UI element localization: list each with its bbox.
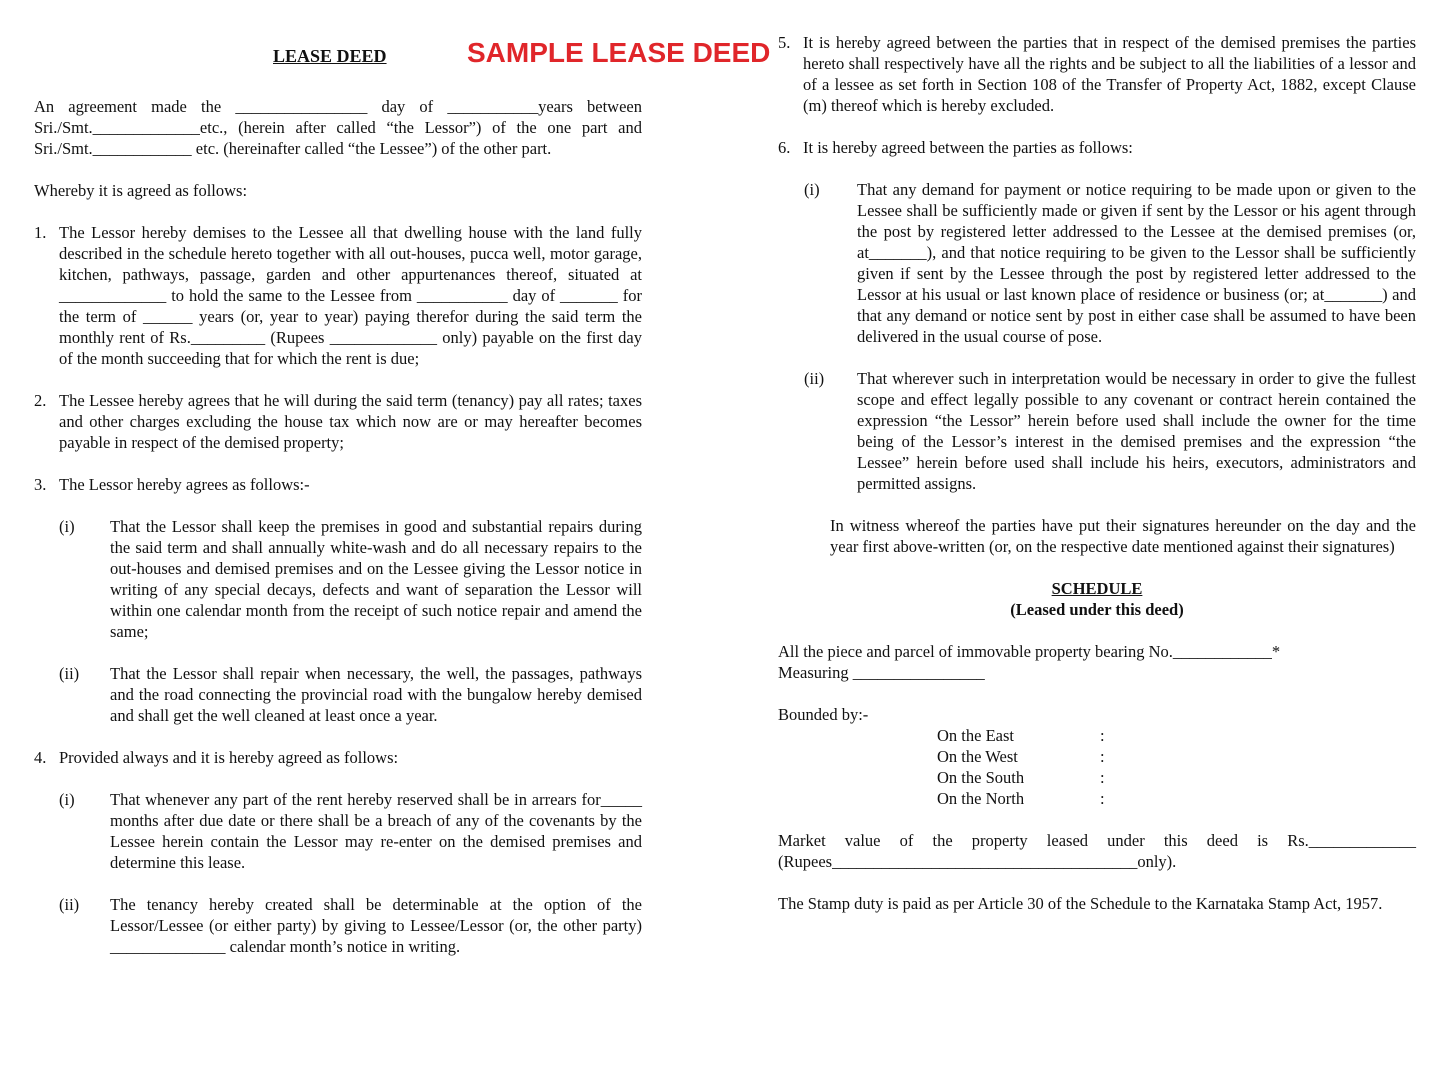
clause-text: Provided always and it is hereby agreed as follows: bbox=[59, 748, 399, 767]
subclause-number: (ii) bbox=[804, 369, 825, 388]
clause-number: 2. bbox=[34, 391, 47, 410]
bound-label: On the West bbox=[937, 747, 1018, 766]
subclause-number: (i) bbox=[59, 790, 75, 809]
lease-deed-title: LEASE DEED bbox=[273, 46, 387, 66]
bound-north bbox=[937, 788, 1416, 809]
clause-3-i bbox=[59, 516, 642, 642]
subclause-text: That the Lessor shall repair when necessary, the well, the passages, pathways and the road connecting the provincial road with the bungalow hereby demised and shall get the well cleaned at least once a year. bbox=[110, 664, 642, 725]
bound-label: On the East bbox=[937, 726, 1014, 745]
clause-1 bbox=[34, 222, 642, 369]
bound-label: On the North bbox=[937, 789, 1025, 808]
clause-4 bbox=[34, 747, 642, 768]
schedule-subtitle: (Leased under this deed) bbox=[1010, 600, 1184, 619]
bounds-list bbox=[937, 725, 1416, 809]
whereby-line: Whereby it is agreed as follows: bbox=[34, 181, 248, 200]
clause-6-i bbox=[804, 179, 1416, 347]
subclause-text: That any demand for payment or notice requiring to be made upon or given to the Lessee shall be sufficiently made or given if sent by the Lessor or his agent through the post by registered letter addressed to the Lessee at the demised premises (or, at_______), and that notice requiring to be given to the Lessor shall be sufficiently given if sent by the Lessee through the post by registered letter addressed to the Lessor at his usual or last known place of residence or business (or; at_______) and that any demand or notice sent by post in either case shall be assumed to have been delivered in the usual course of pose. bbox=[857, 180, 1416, 346]
clause-4-ii bbox=[59, 894, 642, 957]
subclause-number: (i) bbox=[59, 517, 75, 536]
subclause-text: The tenancy hereby created shall be determinable at the option of the Lessor/Lessee (or either party) by giving to Lessee/Lessor (or, the other party) ______________ calendar month’s notice in writing. bbox=[110, 895, 642, 956]
bound-east bbox=[937, 725, 1416, 746]
clause-text: The Lessee hereby agrees that he will during the said term (tenancy) pay all rates; taxes and other charges excluding the house tax which now are or may hereafter becomes payable in respect of the demised property; bbox=[59, 391, 642, 452]
clause-text: The Lessor hereby agrees as follows:- bbox=[59, 475, 310, 494]
bound-south bbox=[937, 767, 1416, 788]
clause-text: It is hereby agreed between the parties as follows: bbox=[803, 138, 1133, 157]
measuring-line: Measuring ________________ bbox=[778, 663, 985, 682]
clause-number: 6. bbox=[778, 138, 791, 157]
bound-colon: : bbox=[1100, 768, 1105, 787]
left-column bbox=[34, 0, 771, 957]
title-row bbox=[34, 0, 771, 96]
clause-number: 1. bbox=[34, 223, 47, 242]
clause-6 bbox=[778, 137, 1416, 158]
subclause-number: (ii) bbox=[59, 664, 80, 683]
sample-lease-deed-title: SAMPLE LEASE DEED bbox=[467, 37, 771, 68]
clause-3 bbox=[34, 474, 642, 495]
bound-colon: : bbox=[1100, 726, 1105, 745]
right-column bbox=[778, 32, 1416, 914]
subclause-number: (ii) bbox=[59, 895, 80, 914]
bounded-by-label: Bounded by:- bbox=[778, 705, 869, 724]
clause-number: 3. bbox=[34, 475, 47, 494]
intro-paragraph: An agreement made the ________________ day of ___________years between Sri./Smt._____________etc., (herein after called “the Lessor”) of the one part and Sri./Smt.____________ etc. (hereinafter called “the Lessee”) of the other part. bbox=[34, 97, 642, 158]
property-line: All the piece and parcel of immovable property bearing No.____________* bbox=[778, 642, 1281, 661]
bound-colon: : bbox=[1100, 747, 1105, 766]
clause-3-ii bbox=[59, 663, 642, 726]
clause-4-i bbox=[59, 789, 642, 873]
subclause-text: That the Lessor shall keep the premises in good and substantial repairs during the said term and shall annually white-wash and do all necessary repairs to the out-houses and demised premises and on the Lessee giving the Lessor notice in writing of any special decays, defects and want of separation the Lessor will within one calendar month from the receipt of such notice repair and amend the same; bbox=[110, 517, 642, 641]
bound-label: On the South bbox=[937, 768, 1025, 787]
clause-6-ii bbox=[804, 368, 1416, 494]
subclause-text: That wherever such in interpretation would be necessary in order to give the fullest scope and effect legally possible to any covenant or contract herein contained the expression “the Lessor” herein before used shall include the owner for the time being of the Lessor’s interest in the demised premises and the expression “the Lessee” herein before used shall include his heirs, executors, administrators and permitted assigns. bbox=[857, 369, 1416, 493]
schedule-title: SCHEDULE bbox=[1051, 579, 1143, 598]
clause-5 bbox=[778, 32, 1416, 116]
clause-number: 5. bbox=[778, 33, 791, 52]
clause-number: 4. bbox=[34, 748, 47, 767]
stamp-duty-paragraph: The Stamp duty is paid as per Article 30 of the Schedule to the Karnataka Stamp Act, 1957. bbox=[778, 894, 1383, 913]
clause-text: It is hereby agreed between the parties that in respect of the demised premises the parties hereto shall respectively have all the rights and be subject to all the liabilities of a lessor and of a lessee as set forth in Section 108 of the Transfer of Property Act, 1882, except Clause (m) thereof which is hereby excluded. bbox=[803, 33, 1416, 115]
subclause-text: That whenever any part of the rent hereby reserved shall be in arrears for_____ months after due date or there shall be a breach of any of the covenants by the Lessee herein contain the Lessor may re-enter on the demised premises and determine this lease. bbox=[110, 790, 642, 872]
market-value-paragraph: Market value of the property leased under this deed is Rs._____________ (Rupees_____________________________________only). bbox=[778, 831, 1416, 871]
clause-2 bbox=[34, 390, 642, 453]
bound-west bbox=[937, 746, 1416, 767]
bound-colon: : bbox=[1100, 789, 1105, 808]
clause-text: The Lessor hereby demises to the Lessee all that dwelling house with the land fully described in the schedule hereto together with all out-houses, pucca well, motor garage, kitchen, pathways, passage, garden and other appurtenances thereof, situated at _____________ to hold the same to the Lessee from ___________ day of _______ for the term of ______ years (or, year to year) paying therefor during the said term the monthly rent of Rs._________ (Rupees _____________ only) payable on the first day of the month succeeding that for which the rent is due; bbox=[59, 223, 642, 368]
subclause-number: (i) bbox=[804, 180, 820, 199]
witness-paragraph: In witness whereof the parties have put their signatures hereunder on the day and the year first above-written (or, on the respective date mentioned against their signatures) bbox=[830, 516, 1416, 556]
